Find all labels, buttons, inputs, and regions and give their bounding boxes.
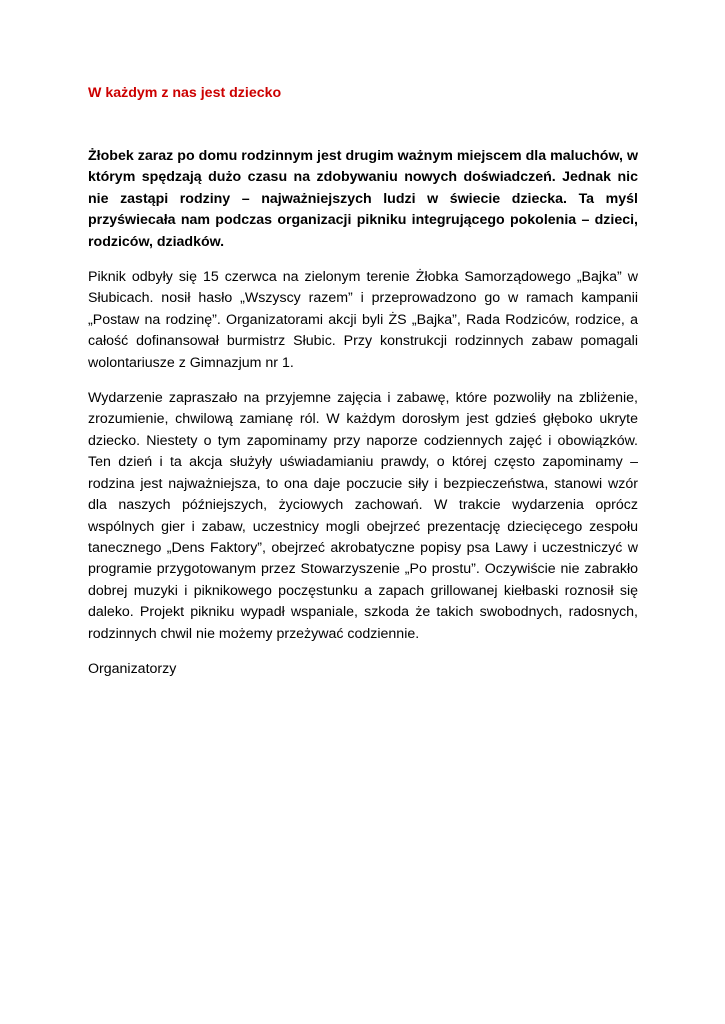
signature: Organizatorzy bbox=[88, 660, 177, 677]
body-paragraph-2: Wydarzenie zapraszało na przyjemne zajęcia i zabawę, które pozwoliły na zbliżenie, zrozumienie, chwilową zamianę ról. W każdym dorosłym jest gdzieś głęboko ukryte dziecko. Niestety o tym zapominamy przy naporze codziennych zajęć i obowiązków. Ten dzień i ta akcja służyły uświadamianiu prawdy, o której często zapominamy – rodzina jest najważniejsza, to ona daje poczucie siły i bezpieczeństwa, stanowi wzór dla naszych późniejszych, życiowych zachowań. W trakcie wydarzenia oprócz wspólnych gier i zabaw, uczestnicy mogli obejrzeć prezentację dziecięcego zespołu tanecznego „Dens Faktory”, obejrzeć akrobatyczne popisy psa Lawy i uczestniczyć w programie przygotowanym przez Stowarzyszenie „Po prostu”. Oczywiście nie zabrakło dobrej muzyki i piknikowego poczęstunku a zapach grillowanej kiełbaski roznosił się daleko. Projekt pikniku wypadł wspaniale, szkoda że takich swobodnych, radosnych, rodzinnych chwil nie możemy przeżywać codziennie. bbox=[88, 390, 638, 642]
document-title: W każdym z nas jest dziecko bbox=[88, 85, 282, 101]
lead-paragraph: Żłobek zaraz po domu rodzinnym jest drugim ważnym miejscem dla maluchów, w którym spędzają dużo czasu na zdobywaniu nowych doświadczeń. Jednak nic nie zastąpi rodziny – najważniejszych ludzi w świecie dziecka. Ta myśl przyświecała nam podczas organizacji pikniku integrującego pokolenia – dzieci, rodziców, dziadków. bbox=[88, 148, 638, 250]
document-page bbox=[88, 82, 638, 680]
body-paragraph-1: Piknik odbyły się 15 czerwca na zielonym terenie Żłobka Samorządowego „Bajka” w Słubicach. nosił hasło „Wszyscy razem” i przeprowadzono go w ramach kampanii „Postaw na rodzinę”. Organizatorami akcji byli ŻS „Bajka”, Rada Rodziców, rodzice, a całość dofinansował burmistrz Słubic. Przy konstrukcji rodzinnych zabaw pomagali wolontariusze z Gimnazjum nr 1. bbox=[88, 269, 638, 371]
